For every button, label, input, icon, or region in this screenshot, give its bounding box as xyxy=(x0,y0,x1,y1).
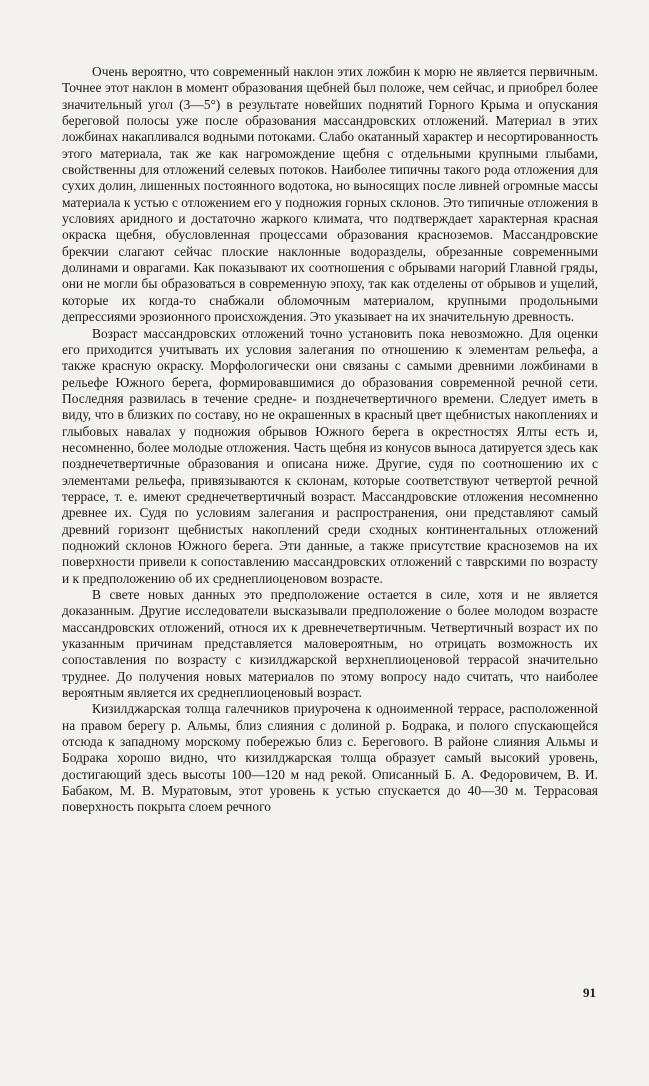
paragraph: Очень вероятно, что современный наклон этих ложбин к морю не является первичным. Точнее этот наклон в момент образования щебней был положе, чем сейчас, и приобрел более значительный угол (3—5°) в результате новейших поднятий Горного Крыма и опускания береговой полосы уже после образования массандровских отложений. Материал в этих ложбинах накапливался водными потоками. Слабо окатанный характер и несортированность этого материала, так же как нагромождение щебня с отдельными крупными глыбами, свойственны для отложений селевых потоков. Наиболее типичны такого рода отложения для сухих долин, лишенных постоянного водотока, но выносящих после ливней огромные массы материала к устью с отложением его у подножия горных склонов. Это типичные отложения в условиях аридного и достаточно жаркого климата, что подтверждает характерная красная окраска щебня, обусловленная процессами образования красноземов. Массандровские брекчии слагают сейчас плоские наклонные водоразделы, обрезанные современными долинами и оврагами. Как показывают их соотношения с обрывами нагорий Главной гряды, они не могли бы образоваться в современную эпоху, так как отделены от обрывов и ущелий, которые их когда-то снабжали обломочным материалом, крупными продольными депрессиями эрозионного происхождения. Это указывает на их значительную древность. xyxy=(62,64,598,325)
page-text xyxy=(62,64,598,816)
paragraph: Возраст массандровских отложений точно установить пока невозможно. Для оценки его приходится учитывать их условия залегания по отношению к элементам рельефа, а также красную окраску. Морфологически они связаны с самыми древними ложбинами в рельефе Южного берега, формировавшимися до образования современной речной сети. Последняя развилась в течение средне- и позднечетвертичного времени. Следует иметь в виду, что в близких по составу, но не окрашенных в красный цвет щебнистых накоплениях и глыбовых навалах у подножия обрывов Южного берега в окрестностях Ялты есть и, несомненно, более молодые отложения. Часть щебня из конусов выноса датируется здесь как позднечетвертичные образования и описана ниже. Другие, судя по соотношению их с элементами рельефа, привязываются к склонам, которые соответствуют четвертой речной террасе, т. е. имеют среднечетвертичный возраст. Массандровские отложения несомненно древнее их. Судя по условиям залегания и распространения, они представляют самый древний горизонт щебнистых накоплений среди сходных континентальных отложений подножий склонов Южного берега. Эти данные, а также присутствие красноземов на их поверхности привели к сопоставлению массандровских отложений с таврскими по возрасту и к предположению об их среднеплиоценовом возрасте. xyxy=(62,325,598,586)
paragraph: В свете новых данных это предположение остается в силе, хотя и не является доказанным. Другие исследователи высказывали предположение о более молодом возрасте массандровских отложений, относя их к древнечетвертичным. Четвертичный возраст их по указанным причинам представляется маловероятным, но отрицать возможность их сопоставления по возрасту с кизилджарской верхнеплиоценовой террасой значительно труднее. До получения новых материалов по этому вопросу надо считать, что наиболее вероятным является их среднеплиоценовый возраст. xyxy=(62,587,598,701)
page-number: 91 xyxy=(583,985,596,1000)
paragraph: Кизилджарская толща галечников приурочена к одноименной террасе, расположенной на правом берегу р. Альмы, близ слияния с долиной р. Бодрака, и полого спускающейся отсюда к западному морскому побережью близ с. Берегового. В районе слияния Альмы и Бодрака хорошо видно, что кизилджарская толща образует самый высокий уровень, достигающий здесь высоты 100—120 м над рекой. Описанный Б. А. Федоровичем, В. И. Бабаком, М. В. Муратовым, этот уровень к устью спускается до 40—30 м. Террасовая поверхность покрыта слоем речного xyxy=(62,701,598,815)
